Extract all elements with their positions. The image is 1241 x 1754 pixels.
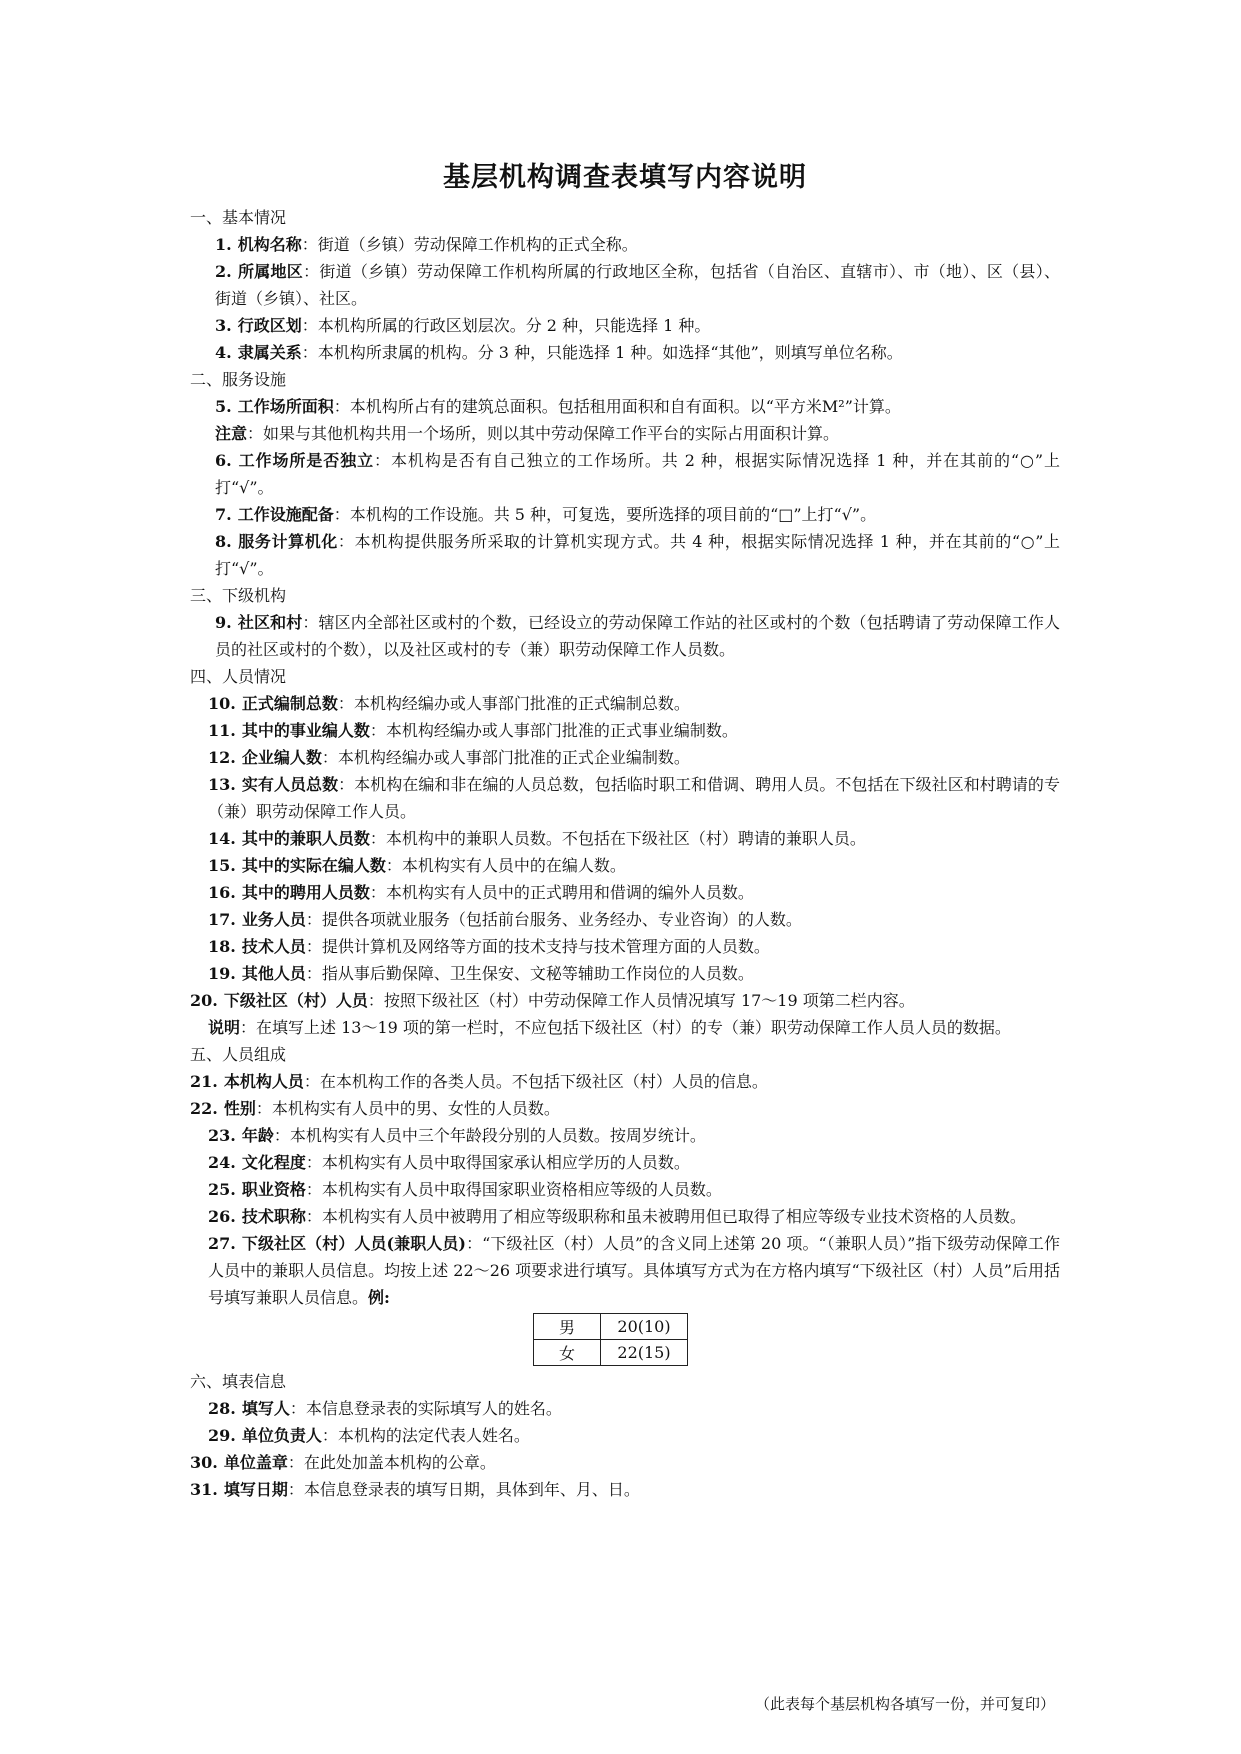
item-31: 31. 填写日期：本信息登录表的填写日期，具体到年、月、日。	[190, 1480, 640, 1499]
item-26: 26. 技术职称：本机构实有人员中被聘用了相应等级职称和虽未被聘用但已取得了相应等级专业技术资格的人员数。	[208, 1207, 1026, 1226]
item-11: 11. 其中的事业编人数：本机构经编办或人事部门批准的正式事业编制数。	[208, 721, 738, 740]
document-body	[190, 155, 1060, 1503]
note-5: 注意：如果与其他机构共用一个场所，则以其中劳动保障工作平台的实际占用面积计算。	[215, 424, 840, 443]
item-23: 23. 年龄：本机构实有人员中三个年龄段分别的人员数。按周岁统计。	[208, 1126, 706, 1145]
item-18: 18. 技术人员：提供计算机及网络等方面的技术支持与技术管理方面的人员数。	[208, 937, 770, 956]
section-heading-subordinate: 三、下级机构	[190, 586, 287, 605]
item-13: 13. 实有人员总数：本机构在编和非在编的人员总数，包括临时职工和借调、聘用人员。不包括在下级社区和村聘请的专（兼）职劳动保障工作人员。	[208, 775, 1060, 821]
item-14: 14. 其中的兼职人员数：本机构中的兼职人员数。不包括在下级社区（村）聘请的兼职人员。	[208, 829, 866, 848]
item-19: 19. 其他人员：指从事后勤保障、卫生保安、文秘等辅助工作岗位的人员数。	[208, 964, 754, 983]
item-29: 29. 单位负责人：本机构的法定代表人姓名。	[208, 1426, 530, 1445]
item-6: 6. 工作场所是否独立：本机构是否有自己独立的工作场所。共 2 种，根据实际情况选择 1 种，并在其前的“○”上打“√”。	[215, 451, 1060, 497]
item-16: 16. 其中的聘用人员数：本机构实有人员中的正式聘用和借调的编外人员数。	[208, 883, 754, 902]
section-heading-staff: 四、人员情况	[190, 667, 287, 686]
item-15: 15. 其中的实际在编人数：本机构实有人员中的在编人数。	[208, 856, 626, 875]
item-8: 8. 服务计算机化：本机构提供服务所采取的计算机实现方式。共 4 种，根据实际情况选择 1 种，并在其前的“○”上打“√”。	[215, 532, 1060, 578]
section-heading-composition: 五、人员组成	[190, 1045, 287, 1064]
item-4: 4. 隶属关系：本机构所隶属的机构。分 3 种，只能选择 1 种。如选择“其他”，则填写单位名称。	[215, 343, 903, 362]
count-cell: 22(15)	[601, 1340, 688, 1366]
item-2: 2. 所属地区：街道（乡镇）劳动保障工作机构所属的行政地区全称，包括省（自治区、直辖市）、市（地）、区（县）、街道（乡镇）、社区。	[215, 262, 1060, 308]
item-24: 24. 文化程度：本机构实有人员中取得国家承认相应学历的人员数。	[208, 1153, 690, 1172]
item-22: 22. 性别：本机构实有人员中的男、女性的人员数。	[190, 1099, 560, 1118]
item-5: 5. 工作场所面积：本机构所占有的建筑总面积。包括租用面积和自有面积。以“平方米M²”计算。	[215, 397, 901, 416]
table-row	[534, 1340, 688, 1366]
gender-cell: 女	[534, 1340, 601, 1366]
item-10: 10. 正式编制总数：本机构经编办或人事部门批准的正式编制总数。	[208, 694, 690, 713]
item-17: 17. 业务人员：提供各项就业服务（包括前台服务、业务经办、专业咨询）的人数。	[208, 910, 802, 929]
example-label: 例:	[368, 1288, 390, 1307]
section-heading-basic: 一、基本情况	[190, 208, 287, 227]
page-title: 基层机构调查表填写内容说明	[443, 162, 807, 193]
item-28: 28. 填写人：本信息登录表的实际填写人的姓名。	[208, 1399, 562, 1418]
item-27: 27. 下级社区（村）人员(兼职人员)：“下级社区（村）人员”的含义同上述第 20 项。“（兼职人员）”指下级劳动保障工作人员中的兼职人员信息。均按上述 22～26 项要求进行填写。具体填写方式为在方格内填写“下级社区（村）人员”后用括号填写兼职人员信息。例:	[208, 1234, 1060, 1307]
note-20: 说明：在填写上述 13～19 项的第一栏时，不应包括下级社区（村）的专（兼）职劳动保障工作人员人员的数据。	[208, 1018, 1011, 1037]
item-30: 30. 单位盖章：在此处加盖本机构的公章。	[190, 1453, 496, 1472]
count-cell: 20(10)	[601, 1314, 688, 1340]
example-table	[533, 1313, 688, 1366]
item-1: 1. 机构名称：街道（乡镇）劳动保障工作机构的正式全称。	[215, 235, 638, 254]
footer-note: （此表每个基层机构各填写一份，并可复印）	[755, 1695, 1056, 1713]
gender-cell: 男	[534, 1314, 601, 1340]
item-9: 9. 社区和村：辖区内全部社区或村的个数，已经设立的劳动保障工作站的社区或村的个数（包括聘请了劳动保障工作人员的社区或村的个数），以及社区或村的专（兼）职劳动保障工作人员数。	[215, 613, 1060, 659]
item-7: 7. 工作设施配备：本机构的工作设施。共 5 种，可复选，要所选择的项目前的“□”上打“√”。	[215, 505, 877, 524]
item-20: 20. 下级社区（村）人员：按照下级社区（村）中劳动保障工作人员情况填写 17～19 项第二栏内容。	[190, 991, 915, 1010]
table-row	[534, 1314, 688, 1340]
section-heading-form-info: 六、填表信息	[190, 1372, 287, 1391]
item-21: 21. 本机构人员：在本机构工作的各类人员。不包括下级社区（村）人员的信息。	[190, 1072, 768, 1091]
item-3: 3. 行政区划：本机构所属的行政区划层次。分 2 种，只能选择 1 种。	[215, 316, 711, 335]
section-heading-facilities: 二、服务设施	[190, 370, 287, 389]
item-12: 12. 企业编人数：本机构经编办或人事部门批准的正式企业编制数。	[208, 748, 690, 767]
item-25: 25. 职业资格：本机构实有人员中取得国家职业资格相应等级的人员数。	[208, 1180, 722, 1199]
